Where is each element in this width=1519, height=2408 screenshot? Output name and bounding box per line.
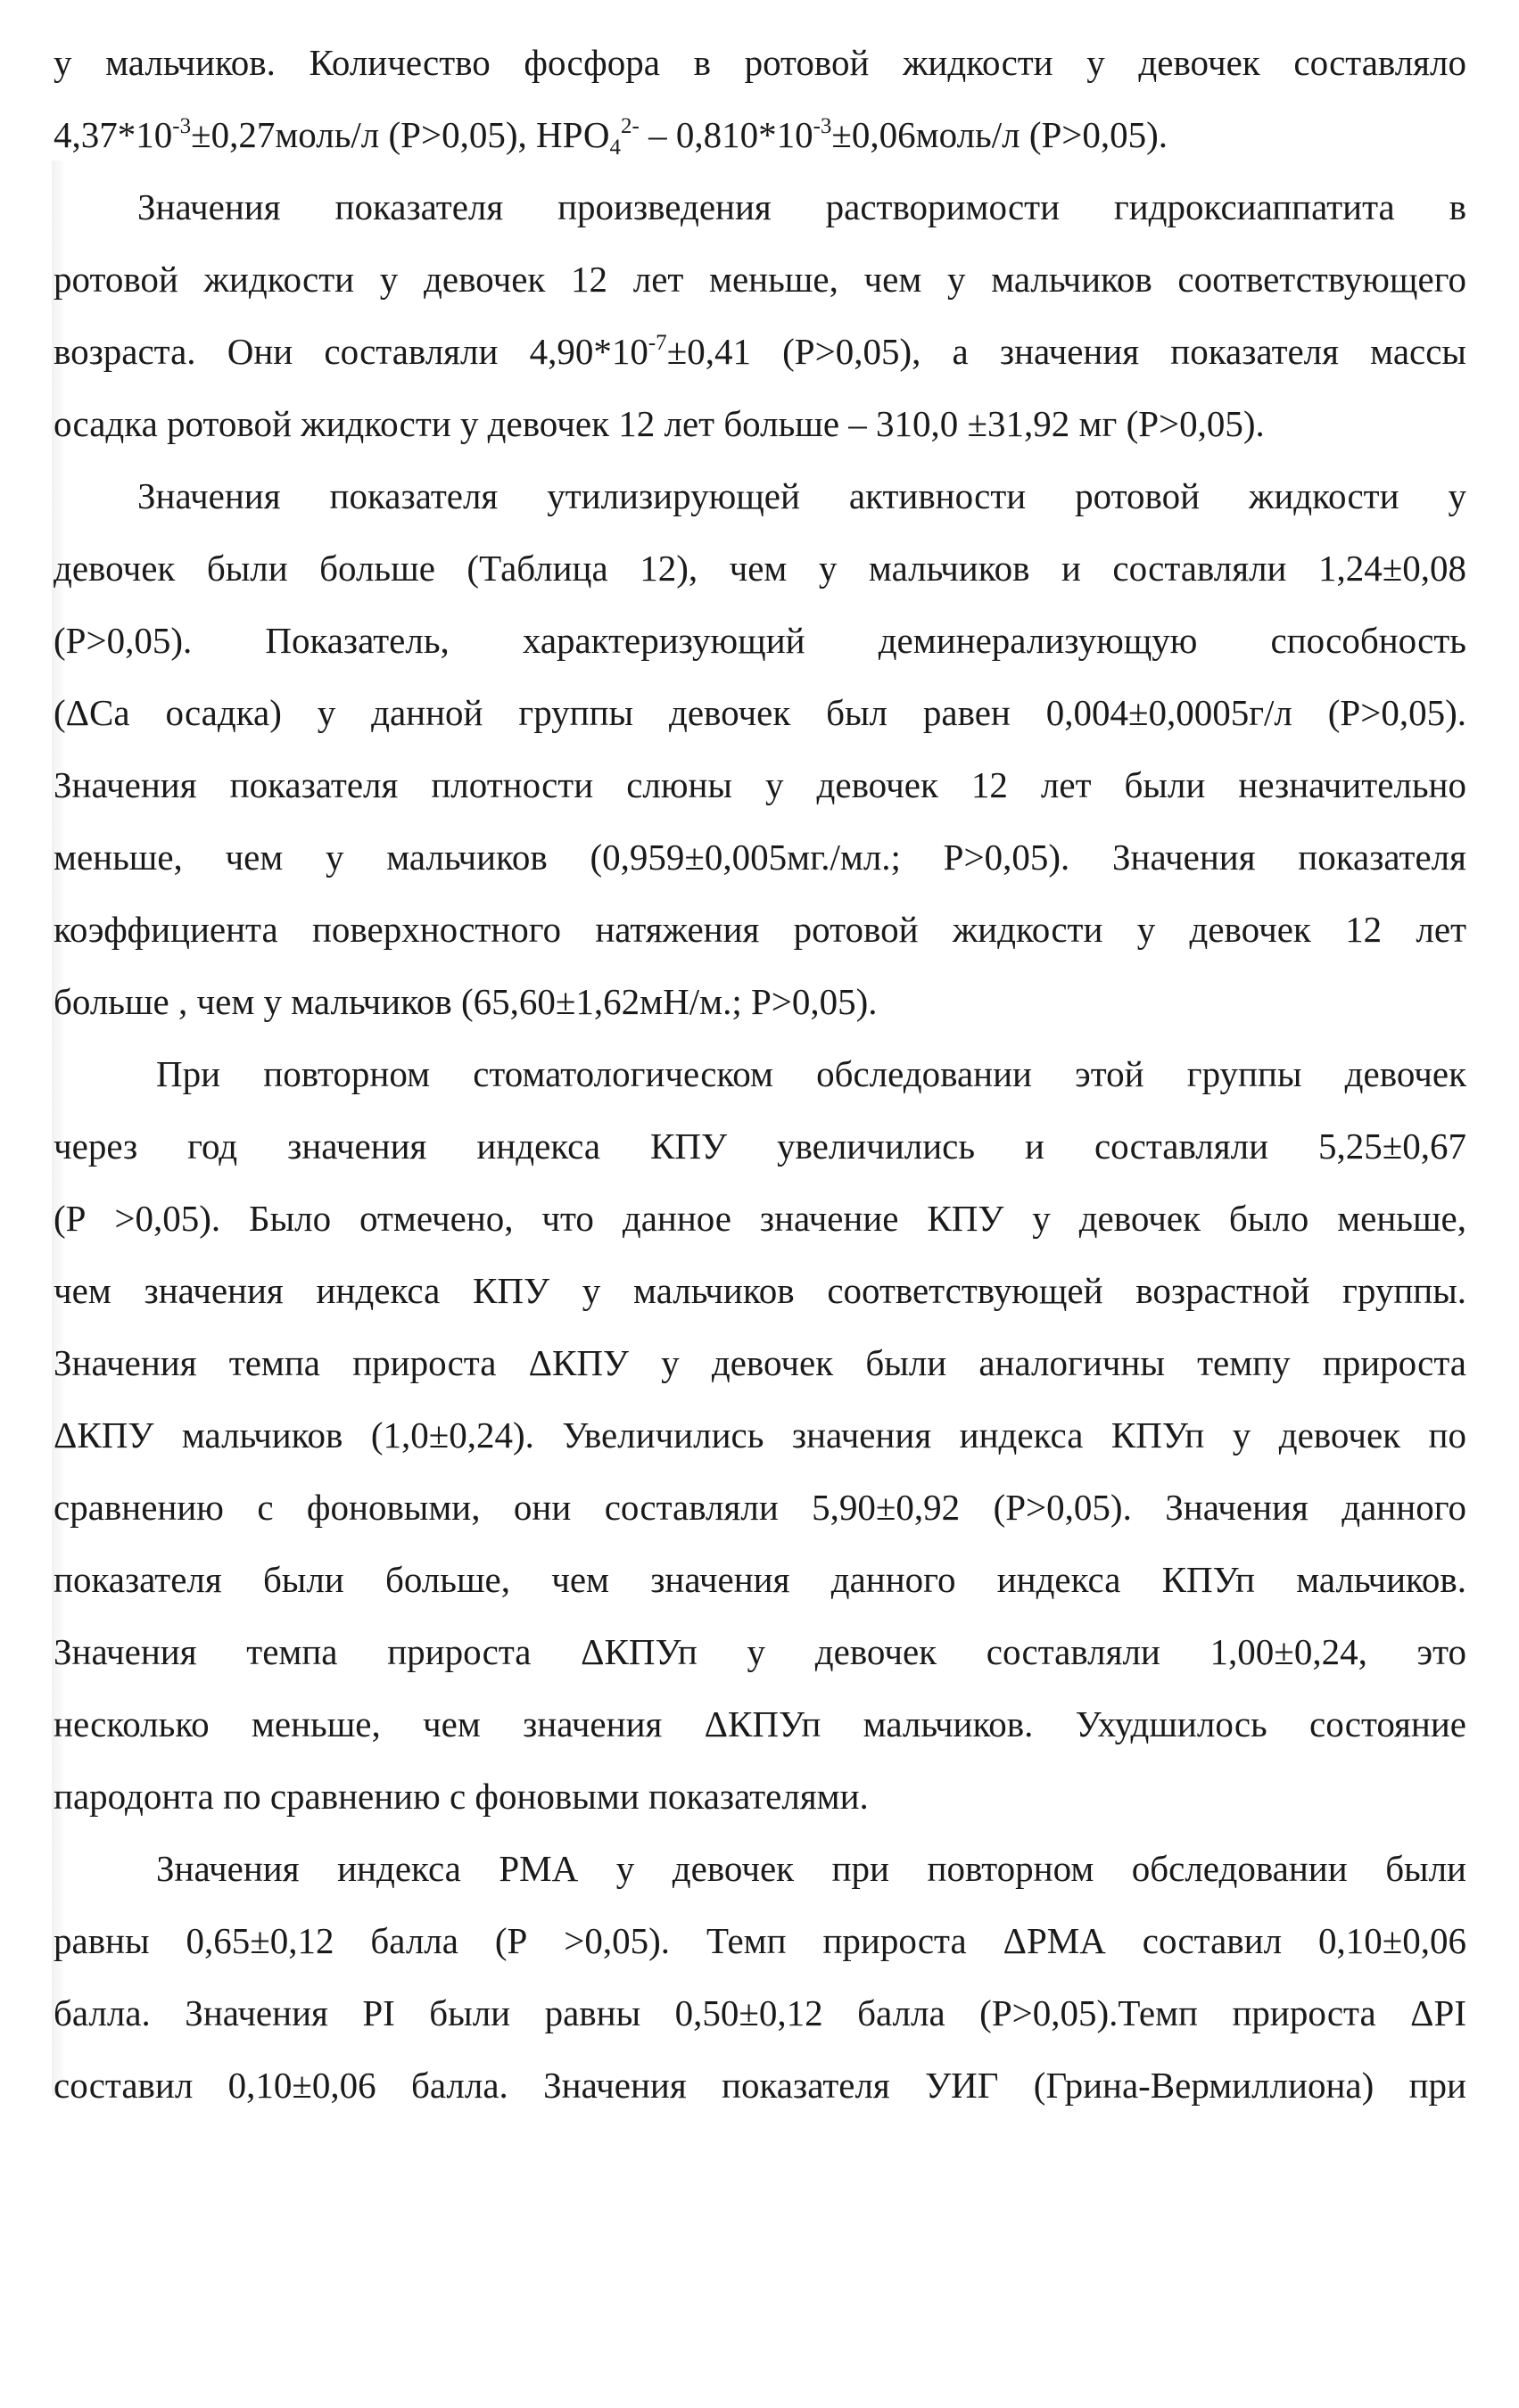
text-line-29: составил 0,10±0,06 балла. Значения показателя УИГ (Грина-Вермиллиона) при (54, 2065, 1466, 2106)
text-line-26: Значения индекса РМА у девочек при повторном обследовании были (156, 1848, 1466, 1889)
text-line-9: (Р>0,05). Показатель, характеризующий деминерализующую способность (54, 620, 1466, 661)
text-line-6: осадка ротовой жидкости у девочек 12 лет больше – 310,0 ±31,92 мг (Р>0,05). (54, 403, 1265, 444)
text-line-27: равны 0,65±0,12 балла (Р >0,05). Темп прироста ΔРМА составил 0,10±0,06 (54, 1920, 1466, 1961)
text-line-8: девочек были больше (Таблица 12), чем у мальчиков и составляли 1,24±0,08 (54, 548, 1466, 589)
text-line-2 (54, 99, 1466, 171)
text-line-18: чем значения индекса КПУ у мальчиков соответствующей возрастной группы. (54, 1270, 1466, 1311)
text-line-24: несколько меньше, чем значения ΔКПУп мальчиков. Ухудшилось состояние (54, 1703, 1466, 1744)
text-line-13: коэффициента поверхностного натяжения ротовой жидкости у девочек 12 лет (54, 909, 1466, 950)
superscript: -3 (172, 114, 192, 138)
text-line-19: Значения темпа прироста ΔКПУ у девочек были аналогичны темпу прироста (54, 1342, 1466, 1383)
text-fragment: – 0,810*10 (639, 114, 813, 155)
text-line-12: меньше, чем у мальчиков (0,959±0,005мг./мл.; Р>0,05). Значения показателя (54, 837, 1466, 878)
text-line-1: у мальчиков. Количество фосфора в ротовой жидкости у девочек составляло (54, 42, 1466, 83)
subscript: 4 (609, 136, 621, 160)
text-fragment: ±0,41 (Р>0,05), а значения показателя массы (666, 331, 1466, 372)
text-fragment: возраста. Они составляли 4,90*10 (54, 331, 648, 372)
text-line-15: При повторном стоматологическом обследовании этой группы девочек (156, 1053, 1466, 1094)
text-line-11: Значения показателя плотности слюны у девочек 12 лет были незначительно (54, 764, 1466, 805)
text-line-5 (54, 316, 1466, 388)
text-line-25: пародонта по сравнению с фоновыми показателями. (54, 1776, 869, 1817)
text-fragment: 4,37*10 (54, 114, 173, 155)
text-line-28: балла. Значения PI были равны 0,50±0,12 балла (Р>0,05).Темп прироста ΔPI (54, 1992, 1466, 2033)
text-line-20: ΔКПУ мальчиков (1,0±0,24). Увеличились значения индекса КПУп у девочек по (54, 1414, 1466, 1456)
text-line-23: Значения темпа прироста ΔКПУп у девочек составляли 1,00±0,24, это (54, 1631, 1466, 1672)
superscript: -3 (813, 114, 832, 138)
text-line-7: Значения показателя утилизирующей активности ротовой жидкости у (137, 475, 1466, 516)
text-line-22: показателя были больше, чем значения данного индекса КПУп мальчиков. (54, 1559, 1466, 1600)
text-line-21: сравнению с фоновыми, они составляли 5,90±0,92 (Р>0,05). Значения данного (54, 1487, 1466, 1528)
superscript: -7 (648, 331, 667, 355)
text-line-3: Значения показателя произведения растворимости гидроксиаппатита в (137, 186, 1466, 227)
text-line-17: (Р >0,05). Было отмечено, что данное значение КПУ у девочек было меньше, (54, 1198, 1466, 1239)
text-line-16: через год значения индекса КПУ увеличились и составляли 5,25±0,67 (54, 1126, 1466, 1167)
text-fragment: ±0,06моль/л (Р>0,05). (831, 114, 1168, 155)
text-line-4: ротовой жидкости у девочек 12 лет меньше, чем у мальчиков соответствующего (54, 259, 1466, 300)
text-line-10: (ΔСа осадка) у данной группы девочек был равен 0,004±0,0005г/л (Р>0,05). (54, 692, 1466, 733)
text-line-14: больше , чем у мальчиков (65,60±1,62мН/м.; Р>0,05). (54, 981, 878, 1022)
superscript: 2- (621, 114, 640, 138)
document-page (54, 27, 1466, 2122)
text-fragment: ±0,27моль/л (Р>0,05), НРО (191, 114, 610, 155)
